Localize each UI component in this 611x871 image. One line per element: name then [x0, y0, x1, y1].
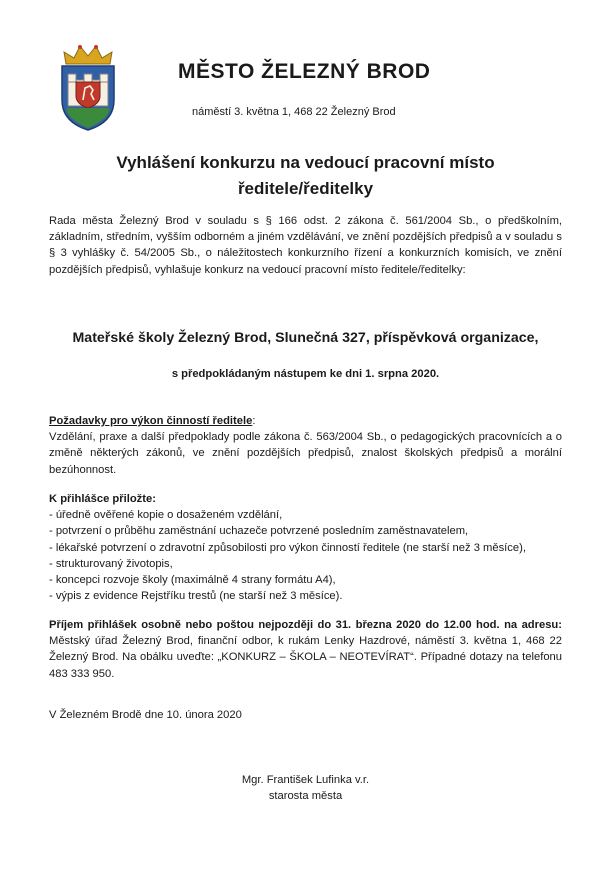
intro-paragraph: Rada města Železný Brod v souladu s § 166 odst. 2 zákona č. 561/2004 Sb., o předškolním, základním, středním, vyšším odborném a jiném vzdělávání, ve znění pozdějších předpisů a v souladu s § 3 vyhlášky č. 54/2005 Sb., o náležitostech konkurzního řízení a konkurzních komisích, ve znění pozdějších předpisů, vyhlašuje konkurz na vedoucí pracovní místo ředitele/ředitelky: — [49, 215, 562, 276]
list-item: - potvrzení o průběhu zaměstnání uchazeče potvrzené posledním zaměstnavatelem, — [49, 525, 469, 538]
list-item: - výpis z evidence Rejstříku trestů (ne starší než 3 měsíce). — [49, 590, 343, 603]
title-line-2: ředitele/ředitelky — [237, 179, 374, 198]
start-date: s předpokládaným nástupem ke dni 1. srpna 2020. — [171, 368, 440, 380]
attachments-section — [49, 491, 562, 604]
requirements-heading: Požadavky pro výkon činností ředitele: — [49, 415, 256, 427]
list-item: - strukturovaný životopis, — [49, 557, 173, 570]
requirements-text: Vzdělání, praxe a další předpoklady podle zákona č. 563/2004 Sb., o pedagogických pracovnících a o změně některých zákonů, ve znění pozdějších předpisů, znalost školských předpisů a morální bezúhonnost. — [49, 431, 562, 476]
place-and-date: V Železném Brodě dne 10. února 2020 — [49, 709, 242, 721]
signatory-name: Mgr. František Lufinka v.r. — [241, 774, 370, 786]
attachments-list — [49, 507, 562, 604]
submission-deadline: Příjem přihlášek osobně nebo poštou nejpozději do 31. března 2020 do 12.00 hod. na adresu — [49, 619, 559, 631]
document-title — [60, 150, 551, 202]
list-item: - koncepci rozvoje školy (maximálně 4 strany formátu A4), — [49, 574, 336, 587]
town-address: náměstí 3. května 1, 468 22 Železný Brod — [192, 106, 396, 118]
list-item: - lékařské potvrzení o zdravotní způsobilosti pro výkon činností ředitele (ne starší než 3 měsíce), — [49, 541, 526, 554]
town-name: MĚSTO ŽELEZNÝ BROD — [178, 60, 431, 83]
town-coat-of-arms-icon — [52, 44, 124, 132]
title-line-1: Vyhlášení konkurzu na vedoucí pracovní místo — [116, 153, 495, 172]
requirements-section — [49, 413, 562, 478]
attachments-heading: K přihlášce přiložte: — [49, 493, 156, 505]
submission-section: Příjem přihlášek osobně nebo poštou nejpozději do 31. března 2020 do 12.00 hod. na adresu: Městský úřad Železný Brod, finanční odbor, k rukám Lenky Hazdrové, náměstí 3. května 1, 468 22 Železný Brod. Na obálku uveďte: „KONKURZ – ŠKOLA – NEOTEVÍRAT“. Případné dotazy na telefonu 483 333 950. — [49, 619, 562, 680]
signature-block — [200, 772, 411, 804]
signatory-role: starosta města — [268, 790, 343, 802]
list-item: - úředně ověřené kopie o dosaženém vzdělání, — [49, 509, 283, 522]
organization-name: Mateřské školy Železný Brod, Slunečná 327, příspěvková organizace, — [72, 330, 539, 346]
submission-address: Městský úřad Železný Brod, finanční odbor, k rukám Lenky Hazdrové, náměstí 3. května 1, 468 22 Železný Brod. Na obálku uveďte: „KONKURZ – ŠKOLA – NEOTEVÍRAT“. Případné dotazy na telefonu 483 333 950. — [49, 635, 562, 680]
